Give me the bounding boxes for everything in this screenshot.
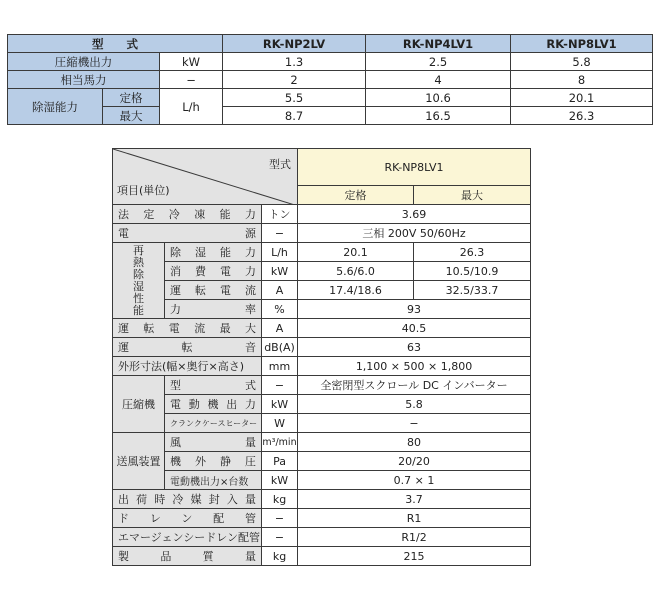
item-label: 項目(単位) (117, 184, 170, 197)
cell-value: 三相 200V 50/60Hz (298, 224, 531, 243)
row-label: 電動機出力×台数 (165, 471, 262, 490)
cell-value: 3.69 (298, 205, 531, 224)
table-row (113, 262, 531, 281)
cell-value: 5.5 (223, 89, 366, 107)
cell-value: 20.1 (511, 89, 653, 107)
row-label: 電源 (113, 224, 262, 243)
cell-value: R1/2 (298, 528, 531, 547)
model-header: 型 式 (8, 35, 223, 53)
table-row (113, 224, 531, 243)
table-row (113, 547, 531, 566)
model-name: RK-NP8LV1 (298, 149, 531, 186)
row-unit: m³/min (262, 433, 298, 452)
row-label: 運転音 (113, 338, 262, 357)
row-label: 型式 (165, 376, 262, 395)
row-unit: − (262, 509, 298, 528)
cell-value: 17.4/18.6 (298, 281, 414, 300)
model-name: RK-NP8LV1 (511, 35, 653, 53)
row-unit: dB(A) (262, 338, 298, 357)
row-unit: − (262, 376, 298, 395)
table-row (8, 107, 653, 125)
row-label: エマージェンシードレン配管 (113, 528, 262, 547)
cell-value: 40.5 (298, 319, 531, 338)
row-label: クランクケースヒーター (165, 414, 262, 433)
detail-spec-table (112, 148, 531, 566)
table-row (8, 71, 653, 89)
row-label: ドレン配管 (113, 509, 262, 528)
cell-value: 3.7 (298, 490, 531, 509)
group-label-reheat (113, 243, 165, 319)
table-row (113, 471, 531, 490)
row-label: 出荷時冷媒封入量 (113, 490, 262, 509)
col-max-header: 最大 (414, 186, 531, 205)
cell-value: 16.5 (366, 107, 511, 125)
row-unit: Pa (262, 452, 298, 471)
cell-value: 32.5/33.7 (414, 281, 531, 300)
row-unit: % (262, 300, 298, 319)
cell-value: 63 (298, 338, 531, 357)
cell-value: 10.5/10.9 (414, 262, 531, 281)
sub-label: 最大 (103, 107, 160, 125)
cell-value: 2 (223, 71, 366, 89)
table-row (113, 452, 531, 471)
row-label: 消費電力 (165, 262, 262, 281)
row-label: 除湿能力 (165, 243, 262, 262)
row-unit: − (262, 528, 298, 547)
table-row (113, 490, 531, 509)
cell-value: 1,100 × 500 × 1,800 (298, 357, 531, 376)
table-row (113, 433, 531, 452)
cell-value: 8 (511, 71, 653, 89)
row-unit: L/h (160, 89, 223, 125)
table-row (113, 319, 531, 338)
cell-value: 5.8 (511, 53, 653, 71)
cell-value: 20/20 (298, 452, 531, 471)
row-unit: A (262, 281, 298, 300)
row-unit: A (262, 319, 298, 338)
row-label: 運転電流最大 (113, 319, 262, 338)
row-unit: mm (262, 357, 298, 376)
cell-value: 1.3 (223, 53, 366, 71)
table-row (113, 414, 531, 433)
row-unit: kW (160, 53, 223, 71)
table-row (113, 205, 531, 224)
row-label: 製品質量 (113, 547, 262, 566)
row-unit: kW (262, 262, 298, 281)
model-label: 型式 (269, 158, 292, 171)
group-label-compressor: 圧縮機 (113, 376, 165, 433)
row-label: 外形寸法(幅×奥行×高さ) (113, 357, 262, 376)
cell-value: 80 (298, 433, 531, 452)
table-row (8, 53, 653, 71)
cell-value: 全密閉型スクロール DC インバーター (298, 376, 531, 395)
cell-value: 26.3 (511, 107, 653, 125)
row-label: 運転電流 (165, 281, 262, 300)
cell-value: 26.3 (414, 243, 531, 262)
cell-value: 0.7 × 1 (298, 471, 531, 490)
cell-value: 5.8 (298, 395, 531, 414)
row-label: 法定冷凍能力 (113, 205, 262, 224)
table-row (113, 357, 531, 376)
row-unit: L/h (262, 243, 298, 262)
cell-value: 8.7 (223, 107, 366, 125)
cell-value: 4 (366, 71, 511, 89)
table-row (8, 89, 653, 107)
table-row (113, 300, 531, 319)
row-unit: トン (262, 205, 298, 224)
table-row (113, 528, 531, 547)
row-unit: kg (262, 547, 298, 566)
row-label: 相当馬力 (8, 71, 160, 89)
cell-value: − (298, 414, 531, 433)
group-label-text: 再熱除湿性能 (133, 243, 144, 317)
table-row (113, 376, 531, 395)
model-name: RK-NP4LV1 (366, 35, 511, 53)
table-row (113, 243, 531, 262)
model-name: RK-NP2LV (223, 35, 366, 53)
sub-label: 定格 (103, 89, 160, 107)
cell-value: 215 (298, 547, 531, 566)
row-unit: − (160, 71, 223, 89)
table-row (113, 281, 531, 300)
spec-comparison-table (7, 34, 653, 125)
table-header-row (113, 149, 531, 186)
group-label-fan: 送風装置 (113, 433, 165, 490)
cell-value: 5.6/6.0 (298, 262, 414, 281)
cell-value: 10.6 (366, 89, 511, 107)
row-unit: kW (262, 471, 298, 490)
table-row (113, 509, 531, 528)
row-unit: kg (262, 490, 298, 509)
row-label: 力率 (165, 300, 262, 319)
cell-value: 93 (298, 300, 531, 319)
row-label: 圧縮機出力 (8, 53, 160, 71)
row-label: 機外静圧 (165, 452, 262, 471)
cell-value: R1 (298, 509, 531, 528)
row-label: 除湿能力 (8, 89, 103, 125)
row-unit: − (262, 224, 298, 243)
cell-value: 2.5 (366, 53, 511, 71)
row-unit: kW (262, 395, 298, 414)
table-row (113, 338, 531, 357)
row-label: 風量 (165, 433, 262, 452)
row-label: 電動機出力 (165, 395, 262, 414)
diagonal-header-cell (113, 149, 298, 205)
table-header-row (8, 35, 653, 53)
col-rated-header: 定格 (298, 186, 414, 205)
table-row (113, 395, 531, 414)
cell-value: 20.1 (298, 243, 414, 262)
row-unit: W (262, 414, 298, 433)
